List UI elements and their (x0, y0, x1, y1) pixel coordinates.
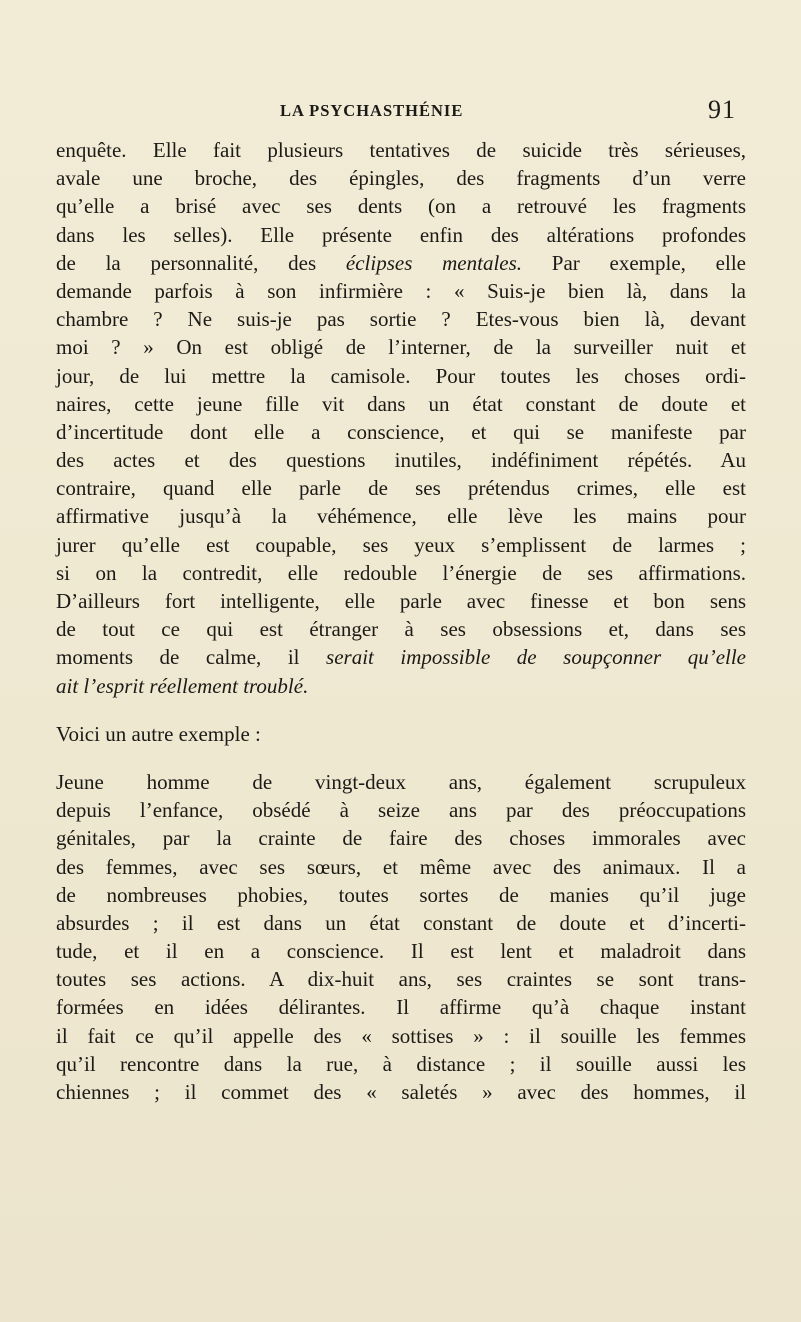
italic-phrase: ait l’esprit réellement troublé. (56, 673, 309, 698)
text-line: génitales, par la crainte de faire des choses immorales avec (56, 826, 746, 851)
text-line: moi ? » On est obligé de l’interner, de la surveiller nuit et (56, 335, 746, 360)
running-title: LA PSYCHASTHÉNIE (280, 101, 464, 120)
paragraph-spacer (56, 700, 746, 720)
text-line: formées en idées délirantes. Il affirme qu’à chaque instant (56, 995, 746, 1020)
text-line: des femmes, avec ses sœurs, et même avec des animaux. Il a (56, 854, 746, 879)
text-line: naires, cette jeune fille vit dans un état constant de doute et (56, 391, 746, 416)
text-line: tude, et il en a conscience. Il est lent et maladroit dans (56, 939, 746, 964)
text-segment: Par exemple, elle (522, 250, 746, 275)
text-line: absurdes ; il est dans un état constant de doute et d’incerti- (56, 910, 746, 935)
text-line (56, 249, 746, 277)
text-line: des actes et des questions inutiles, indéfiniment répétés. Au (56, 448, 746, 473)
text-line: qu’il rencontre dans la rue, à distance ; il souille aussi les (56, 1051, 746, 1076)
text-segment: moments de calme, il (56, 645, 327, 670)
text-segment: de la personnalité, des (56, 250, 346, 275)
paragraph-case-two (56, 768, 746, 1106)
paragraph-case-one (56, 136, 746, 700)
italic-phrase: serait impossible de soupçonner qu’elle (326, 645, 746, 670)
text-line: si on la contredit, elle redouble l’énergie de ses affirmations. (56, 560, 746, 585)
text-line (56, 672, 746, 700)
paragraph-intro-example: Voici un autre exemple : (56, 721, 261, 746)
running-header (0, 95, 801, 131)
text-line: dans les selles). Elle présente enfin des altérations profondes (56, 222, 746, 247)
text-line: jour, de lui mettre la camisole. Pour toutes les choses ordi- (56, 363, 746, 388)
text-line: demande parfois à son infirmière : « Suis-je bien là, dans la (56, 278, 746, 303)
body-text (56, 136, 746, 1106)
italic-phrase: éclipses mentales. (345, 250, 523, 275)
text-line: toutes ses actions. A dix-huit ans, ses craintes se sont trans- (56, 967, 746, 992)
text-line: chiennes ; il commet des « saletés » avec des hommes, il (56, 1080, 746, 1104)
text-line: D’ailleurs fort intelligente, elle parle avec finesse et bon sens (56, 589, 746, 613)
text-line: contraire, quand elle parle de ses prétendus crimes, elle est (56, 476, 746, 501)
text-line: depuis l’enfance, obsédé à seize ans par des préoccupations (56, 798, 746, 823)
text-line: de tout ce qui est étranger à ses obsessions et, dans ses (56, 617, 746, 642)
text-line (56, 643, 746, 671)
text-line: Jeune homme de vingt-deux ans, également scrupuleux (56, 769, 746, 794)
paragraph-spacer (56, 748, 746, 768)
text-line: de nombreuses phobies, toutes sortes de manies qu’il juge (56, 882, 746, 907)
page-number: 91 (708, 95, 736, 124)
text-line: il fait ce qu’il appelle des « sottises » : il souille les femmes (56, 1023, 746, 1048)
text-line: avale une broche, des épingles, des fragments d’un verre (56, 166, 746, 191)
text-line: enquête. Elle fait plusieurs tentatives de suicide très sérieuses, (56, 138, 746, 162)
text-line: affirmative jusqu’à la véhémence, elle lève les mains pour (56, 504, 746, 529)
text-line: d’incertitude dont elle a conscience, et qui se manifeste par (56, 419, 746, 444)
text-line: jurer qu’elle est coupable, ses yeux s’emplissent de larmes ; (56, 532, 746, 557)
text-line: qu’elle a brisé avec ses dents (on a retrouvé les fragments (56, 194, 746, 219)
text-line: chambre ? Ne suis-je pas sortie ? Etes-vous bien là, devant (56, 307, 746, 332)
